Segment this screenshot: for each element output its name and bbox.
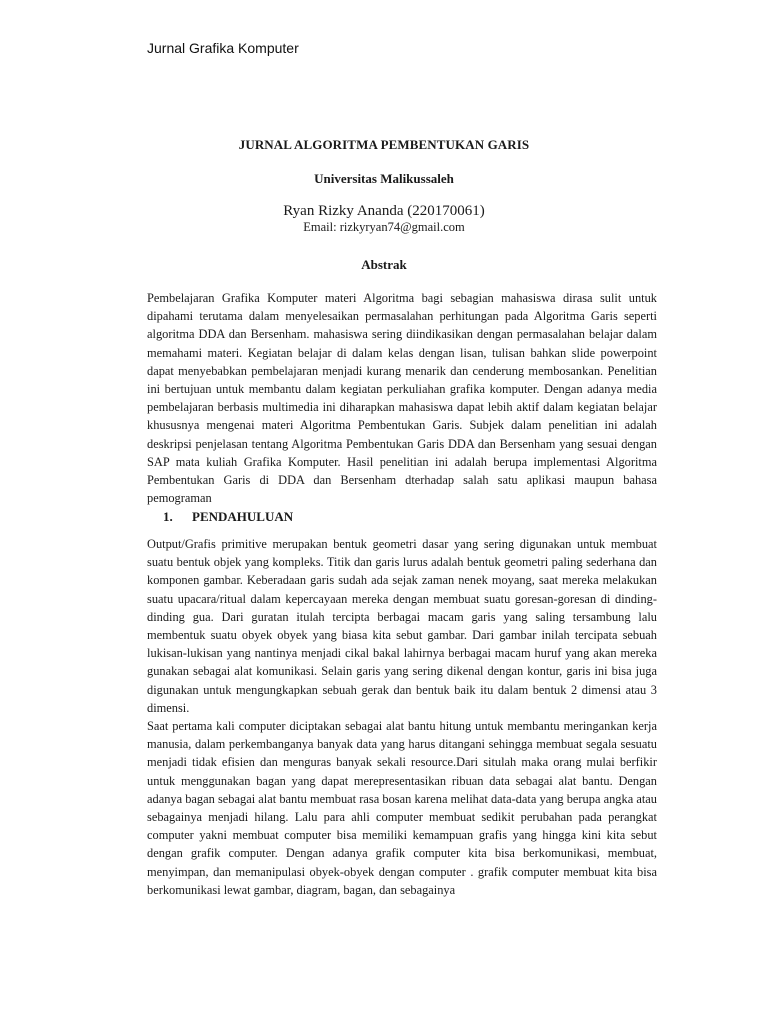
section-title: PENDAHULUAN — [192, 509, 294, 524]
section-paragraph-2: Saat pertama kali computer diciptakan sebagai alat bantu hitung untuk membantu meringankan kerja manusia, dalam perkembanganya banyak data yang harus ditangani sehingga membuat segala sesuatu menjadi tidak efisien dan menguras banyak sekali resource.Dari situlah maka orang mulai berfikir untuk menggunakan bagan yang dapat merepresentasikan ribuan data sebagai alat bantu. Dengan adanya bagan sebagai alat bantu membuat rasa bosan karena melihat data-data yang berupa angka atau sebagainya menjadi hilang. Lalu para ahli computer membuat sedikit perubahan pada perangkat computer yakni membuat computer bisa memiliki kemampuan grafis yang hingga kini kita sebut dengan grafik computer. Dengan adanya grafik computer kita bisa berkomunikasi, membuat, menyimpan, dan memanipulasi obyek-obyek dengan computer . grafik computer membuat kita bisa berkomunikasi lewat gambar, diagram, bagan, dan sebagainya — [147, 719, 657, 897]
author-email: Email: rizkyryan74@gmail.com — [303, 220, 465, 234]
section-heading — [163, 509, 293, 525]
abstract-text: Pembelajaran Grafika Komputer materi Algoritma bagi sebagian mahasiswa dirasa sulit untuk dipahami terutama dalam menyelesaikan permasalahan perhitungan pada Algoritma Garis seperti algoritma DDA dan Bersenham. mahasiswa sering diindikasikan dengan permasalahan belajar dalam memahami materi. Kegiatan belajar di dalam kelas dengan lisan, tulisan bahkan slide powerpoint dapat menyebabkan pembelajaran menjadi kurang menarik dan cenderung membosankan. Penelitian ini bertujuan untuk membantu dalam kegiatan perkuliahan grafika komputer. Dengan adanya media pembelajaran berbasis multimedia ini diharapkan mahasiswa dapat lebih aktif dalam kegiatan belajar khususnya mengenai materi Algoritma Pembentukan Garis. Subjek dalam penelitian ini adalah deskripsi penjelasan tentang Algoritma Pembentukan Garis DDA dan Bersenham yang sesuai dengan SAP mata kuliah Grafika Komputer. Hasil penelitian ini adalah berupa implementasi Algoritma Pembentukan Garis di DDA dan Bersenham dterhadap salah satu aplikasi maupun bahasa pemograman — [147, 291, 657, 506]
section-number: 1. — [163, 509, 173, 524]
running-header: Jurnal Grafika Komputer — [147, 40, 299, 56]
author-name: Ryan Rizky Ananda (220170061) — [283, 203, 485, 219]
paper-title: JURNAL ALGORITMA PEMBENTUKAN GARIS — [238, 137, 530, 152]
section-paragraph-1: Output/Grafis primitive merupakan bentuk geometri dasar yang sering digunakan untuk membuat suatu bentuk objek yang kompleks. Titik dan garis lurus adalah bentuk geometri paling sederhana dan komponen gambar. Keberadaan garis sudah ada sejak zaman nenek moyang, saat mereka melakukan suatu upacara/ritual dalam kepercayaan mereka dengan membuat suatu goresan-goresan di dinding-dinding gua. Dari guratan itulah tercipta berbagai macam garis yang saling tersambung lalu membentuk suatu obyek obyek yang biasa kita sebut gambar. Dari gambar inilah tercipata sebuah lukisan-lukisan yang nantinya menjadi cikal bakal lahirnya berbagai macam huruf yang akan mereka gunakan sebagai alat komunikasi. Selain garis yang sering dikenal dengan kontur, garis ini bisa juga digunakan untuk mengungkapkan sebuah gerak dan bentuk baik itu dalam bentuk 2 dimensi atau 3 dimensi. — [147, 537, 657, 715]
abstract-heading: Abstrak — [361, 257, 407, 272]
affiliation: Universitas Malikussaleh — [314, 171, 454, 186]
